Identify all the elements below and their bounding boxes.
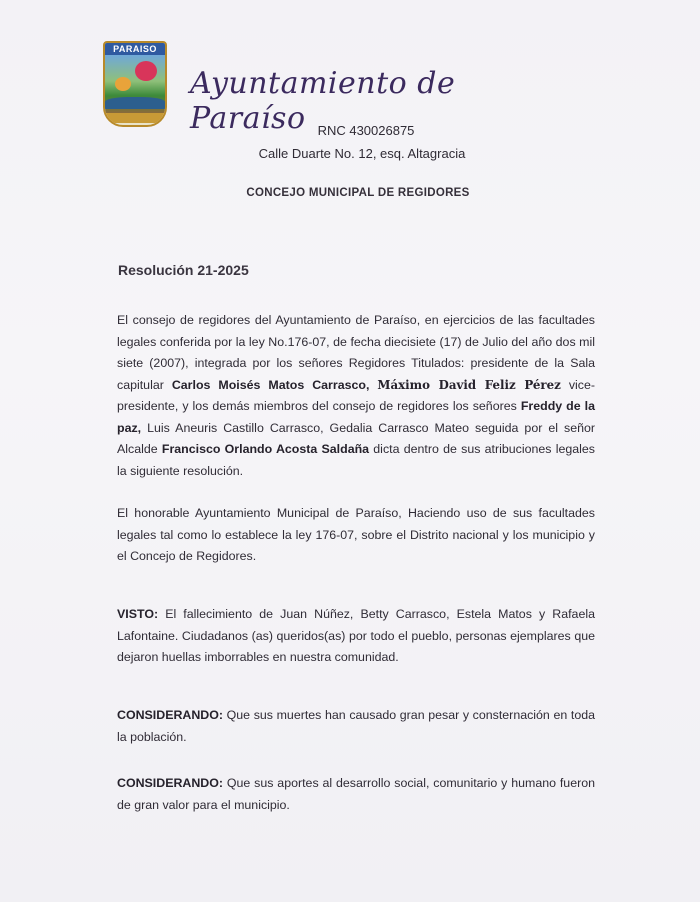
municipal-seal-logo	[103, 41, 167, 127]
visto-label: VISTO:	[117, 607, 159, 621]
considerando-label: CONSIDERANDO:	[117, 776, 224, 790]
paragraph-visto: VISTO: El fallecimiento de Juan Núñez, Betty Carrasco, Estela Matos y Rafaela Lafontaine. Ciudadanos (as) queridos(as) por todo el pueblo, personas ejemplares que dejaron huellas imborrables en nuestra comunidad.	[117, 607, 595, 664]
name-president: Carlos Moisés Matos Carrasco,	[171, 377, 370, 392]
name-vice-president: Máximo David Feliz Pérez	[377, 377, 561, 392]
page-title: Ayuntamiento de Paraíso	[190, 66, 456, 136]
paragraph-honorable: El honorable Ayuntamiento Municipal de Paraíso, Haciendo uso de sus facultades legales tal como lo establece la ley 176-07, sobre el Distrito nacional y los municipio y el Concejo de Regidores.	[117, 506, 595, 563]
seal-label: PARAISO	[105, 43, 165, 55]
rnc-number: RNC 430026875	[317, 123, 415, 138]
council-heading: CONCEJO MUNICIPAL DE REGIDORES	[246, 187, 470, 199]
paragraph-considerando-1: CONSIDERANDO: Que sus muertes han causado gran pesar y consternación en toda la población.	[117, 708, 595, 744]
seal-banner	[105, 113, 165, 123]
seal-emblem	[105, 55, 165, 113]
name-alcalde: Francisco Orlando Acosta Saldaña	[161, 442, 370, 456]
paragraph-considerando-2: CONSIDERANDO: Que sus aportes al desarrollo social, comunitario y humano fueron de gran valor para el municipio.	[117, 776, 595, 812]
paragraph-intro: El consejo de regidores del Ayuntamiento de Paraíso, en ejercicios de las facultades legales conferida por la ley No.176-07, de fecha diecisiete (17) de Julio del año dos mil siete (2007), integrada por los señores Regidores Titulados: presidente de la Sala capitular Carlos Moisés Matos Carrasco, Máximo David Feliz Pérez vice- presidente, y los demás miembros del consejo de regidores los señores Freddy de la paz, Luis Aneuris Castillo Carrasco, Gedalia Carrasco Mateo seguida por el señor Alcalde Francisco Orlando Acosta Saldaña dicta dentro de sus atribuciones legales la siguiente resolución.	[117, 313, 596, 478]
resolution-number: Resolución 21-2025	[118, 262, 249, 278]
name-regidor: Freddy de la paz,	[117, 399, 596, 435]
address: Calle Duarte No. 12, esq. Altagracia	[258, 146, 466, 161]
considerando-label: CONSIDERANDO:	[117, 708, 224, 722]
